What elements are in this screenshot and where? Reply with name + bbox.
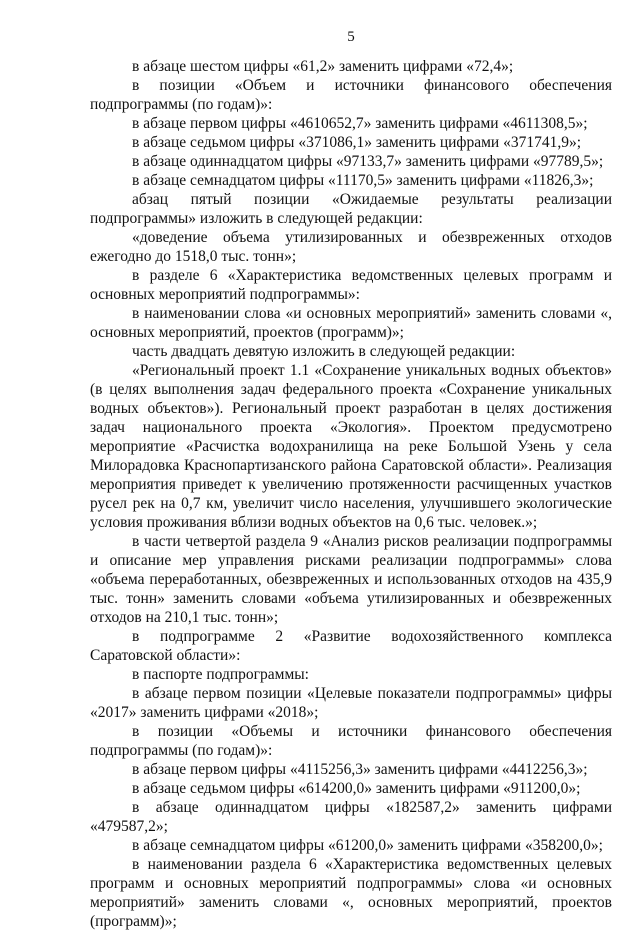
paragraph: в абзаце первом цифры «4610652,7» заменить цифрами «4611308,5»; <box>132 115 588 132</box>
paragraph: в абзаце седьмом цифры «371086,1» заменить цифрами «371741,9»; <box>132 134 582 151</box>
paragraph: в абзаце семнадцатом цифры «61200,0» заменить цифрами «358200,0»; <box>132 837 603 854</box>
paragraph: в абзаце шестом цифры «61,2» заменить цифрами «72,4»; <box>132 58 514 75</box>
paragraph: «доведение объема утилизированных и обезвреженных отходов ежегодно до 1518,0 тыс. тонн»; <box>90 229 612 265</box>
paragraph: в абзаце одиннадцатом цифры «182587,2» заменить цифрами «479587,2»; <box>90 799 612 835</box>
page-number: 5 <box>347 29 355 45</box>
paragraph: в позиции «Объемы и источники финансового обеспечения подпрограммы (по годам)»: <box>90 723 612 759</box>
paragraph: в абзаце первом позиции «Целевые показатели подпрограммы» цифры «2017» заменить цифрами «2018»; <box>90 685 612 721</box>
paragraph: в разделе 6 «Характеристика ведомственных целевых программ и основных мероприятий подпрограммы»: <box>90 267 612 303</box>
paragraph: в наименовании слова «и основных мероприятий» заменить словами «, основных мероприятий, проектов (программ)»; <box>90 305 612 341</box>
paragraph: в абзаце одиннадцатом цифры «97133,7» заменить цифрами «97789,5»; <box>132 153 604 170</box>
paragraph: часть двадцать девятую изложить в следующей редакции: <box>132 343 516 360</box>
paragraph: в абзаце семнадцатом цифры «11170,5» заменить цифрами «11826,3»; <box>132 172 594 189</box>
paragraph: абзац пятый позиции «Ожидаемые результаты реализации подпрограммы» изложить в следующей редакции: <box>90 191 612 227</box>
paragraph: в абзаце седьмом цифры «614200,0» заменить цифрами «911200,0»; <box>132 780 581 797</box>
paragraph: в подпрограмме 2 «Развитие водохозяйственного комплекса Саратовской области»: <box>90 628 612 664</box>
paragraph: в паспорте подпрограммы: <box>132 666 309 683</box>
paragraph: в части четвертой раздела 9 «Анализ рисков реализации подпрограммы и описание мер управления рисками реализации подпрограммы» слова «объема переработанных, обезвреженных и использованных отходов на 435,9 тыс. тонн» заменить словами «объема утилизированных и обезвреженных отходов на 210,1 тыс. тонн»; <box>90 533 612 626</box>
paragraph: в абзаце первом цифры «4115256,3» заменить цифрами «4412256,3»; <box>132 761 588 778</box>
paragraph: «Региональный проект 1.1 «Сохранение уникальных водных объектов» (в целях выполнения задач федерального проекта «Сохранение уникальных водных объектов»). Региональный проект разработан в целях достижения задач национального проекта «Экология». Проектом предусмотрено мероприятие «Расчистка водохранилища на реке Большой Узень у села Милорадовка Краснопартизанского района Саратовской области». Реализация мероприятия приведет к увеличению протяженности расчищенных участков русел рек на 0,7 км, увеличит число населения, улучшившего экологические условия проживания вблизи водных объектов на 0,6 тыс. человек.»; <box>90 362 612 531</box>
paragraph: в позиции «Объем и источники финансового обеспечения подпрограммы (по годам)»: <box>90 77 612 113</box>
paragraph: в наименовании раздела 6 «Характеристика ведомственных целевых программ и основных мероприятий подпрограммы» слова «и основных мероприятий» заменить словами «, основных мероприятий, проектов (программ)»; <box>90 856 612 930</box>
